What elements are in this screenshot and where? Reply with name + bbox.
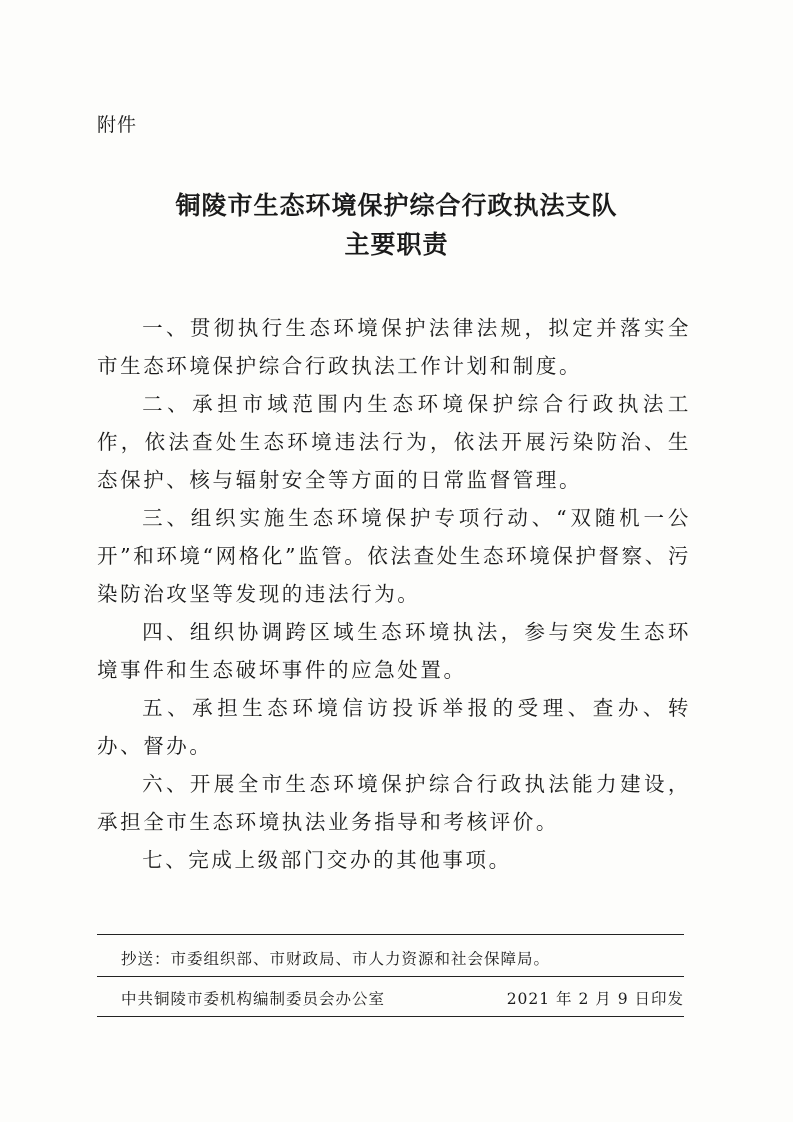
duty-paragraph-3: 三、组织实施生态环境保护专项行动、“双随机一公开”和环境“网格化”监管。依法查处生态环境保护督察、污染防治攻坚等发现的违法行为。 bbox=[97, 506, 691, 606]
duty-paragraph-5: 五、承担生态环境信访投诉举报的受理、查办、转办、督办。 bbox=[97, 696, 691, 758]
title-line-2: 主要职责 bbox=[344, 230, 449, 259]
duty-paragraph-1: 一、贯彻执行生态环境保护法律法规，拟定并落实全市生态环境保护综合行政执法工作计划和制度。 bbox=[97, 316, 691, 378]
attachment-label: 附件 bbox=[97, 114, 138, 136]
issuer-name: 中共铜陵市委机构编制委员会办公室 bbox=[121, 990, 386, 1008]
footer-divider-top bbox=[97, 934, 684, 935]
issue-date: 2021 年 2 月 9 日印发 bbox=[506, 990, 684, 1008]
cc-recipients: 市委组织部、市财政局、市人力资源和社会保障局。 bbox=[170, 950, 551, 968]
duties-list bbox=[97, 309, 691, 879]
cc-label: 抄送： bbox=[121, 950, 171, 968]
duty-paragraph-7: 七、完成上级部门交办的其他事项。 bbox=[142, 848, 512, 872]
cc-line bbox=[97, 946, 684, 972]
footer-divider-middle bbox=[97, 976, 684, 977]
document-title bbox=[0, 186, 793, 264]
title-line-1: 铜陵市生态环境保护综合行政执法支队 bbox=[175, 191, 618, 220]
duty-paragraph-2: 二、承担市域范围内生态环境保护综合行政执法工作，依法查处生态环境违法行为，依法开展污染防治、生态保护、核与辐射安全等方面的日常监督管理。 bbox=[97, 392, 691, 492]
footer-divider-bottom bbox=[97, 1016, 684, 1017]
duty-paragraph-6: 六、开展全市生态环境保护综合行政执法能力建设，承担全市生态环境执法业务指导和考核评价。 bbox=[97, 772, 691, 834]
issuer-line bbox=[97, 986, 684, 1012]
duty-paragraph-4: 四、组织协调跨区域生态环境执法，参与突发生态环境事件和生态破坏事件的应急处置。 bbox=[97, 620, 691, 682]
